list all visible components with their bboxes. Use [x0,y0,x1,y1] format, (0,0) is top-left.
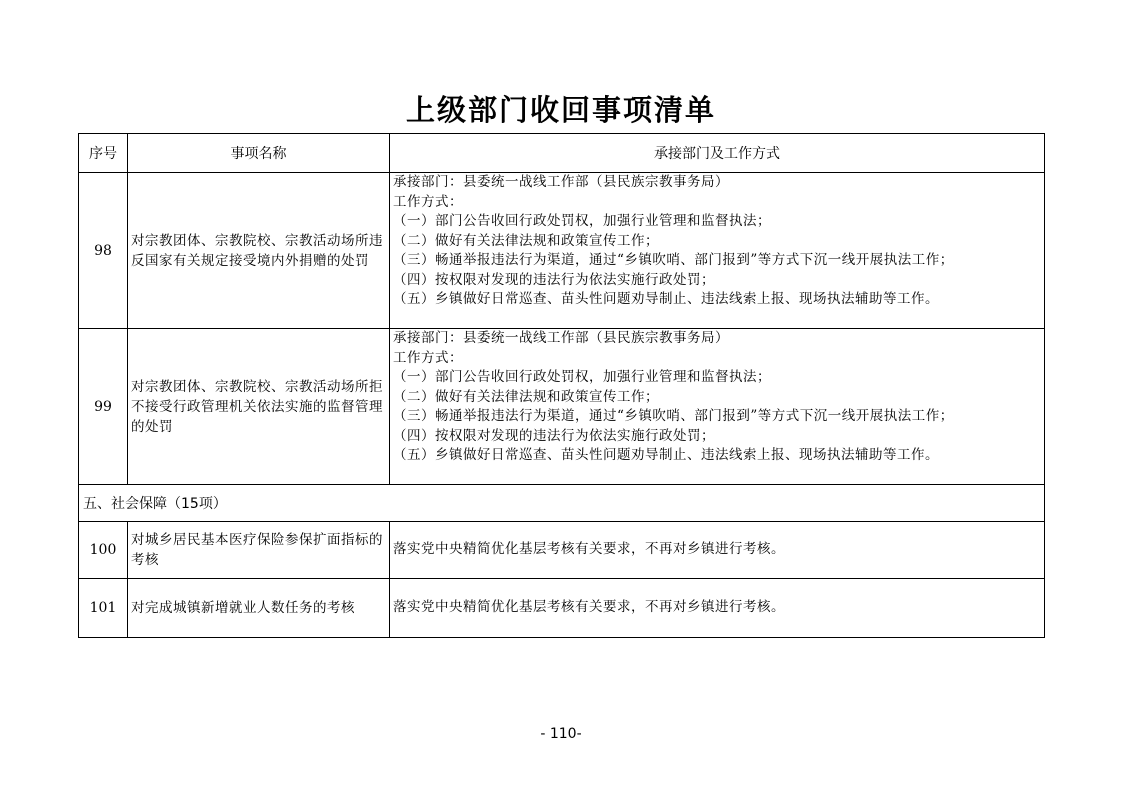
row-index: 100 [79,522,128,579]
detail-line: （一）部门公告收回行政处罚权，加强行业管理和监督执法； [393,369,771,385]
row-handling: 落实党中央精简优化基层考核有关要求，不再对乡镇进行考核。 [390,522,1045,579]
detail-line: 工作方式： [393,349,463,366]
row-handling [390,173,1045,329]
recalled-items-table [78,133,1045,638]
table-header-row [79,134,1045,173]
row-index: 98 [79,173,128,329]
detail-line: 工作方式： [393,193,463,210]
header-index: 序号 [79,134,128,173]
section-row [79,485,1045,522]
page-title: 上级部门收回事项清单 [405,93,716,127]
detail-line: 承接部门：县委统一战线工作部（县民族宗教事务局） [393,174,729,190]
detail-line: （三）畅通举报违法行为渠道，通过“乡镇吹哨、部门报到”等方式下沉一线开展执法工作； [393,252,954,268]
detail-line: 承接部门：县委统一战线工作部（县民族宗教事务局） [393,330,729,346]
row-index: 99 [79,329,128,485]
row-index: 101 [79,579,128,638]
row-item-name: 对完成城镇新增就业人数任务的考核 [128,579,390,638]
row-item-name: 对宗教团体、宗教院校、宗教活动场所拒不接受行政管理机关依法实施的监督管理的处罚 [128,329,390,485]
row-item-name: 对城乡居民基本医疗保险参保扩面指标的考核 [128,522,390,579]
detail-line: （四）按权限对发现的违法行为依法实施行政处罚； [393,427,715,444]
page-number: - 110- [540,726,582,742]
section-heading: 五、社会保障（15项） [79,485,1045,522]
row-handling: 落实党中央精简优化基层考核有关要求，不再对乡镇进行考核。 [390,579,1045,638]
table-row [79,329,1045,485]
table-row [79,522,1045,579]
detail-line: （五）乡镇做好日常巡查、苗头性问题劝导制止、违法线索上报、现场执法辅助等工作。 [393,447,939,463]
detail-line: （二）做好有关法律法规和政策宣传工作； [393,232,659,249]
detail-line: （五）乡镇做好日常巡查、苗头性问题劝导制止、违法线索上报、现场执法辅助等工作。 [393,291,939,307]
detail-line: （三）畅通举报违法行为渠道，通过“乡镇吹哨、部门报到”等方式下沉一线开展执法工作； [393,408,954,424]
table-row [79,173,1045,329]
header-handling: 承接部门及工作方式 [390,134,1045,173]
detail-line: （二）做好有关法律法规和政策宣传工作； [393,388,659,405]
detail-line: （一）部门公告收回行政处罚权，加强行业管理和监督执法； [393,213,771,229]
row-item-name: 对宗教团体、宗教院校、宗教活动场所违反国家有关规定接受境内外捐赠的处罚 [128,173,390,329]
header-item-name: 事项名称 [128,134,390,173]
table-row [79,579,1045,638]
detail-line: （四）按权限对发现的违法行为依法实施行政处罚； [393,271,715,288]
row-handling [390,329,1045,485]
